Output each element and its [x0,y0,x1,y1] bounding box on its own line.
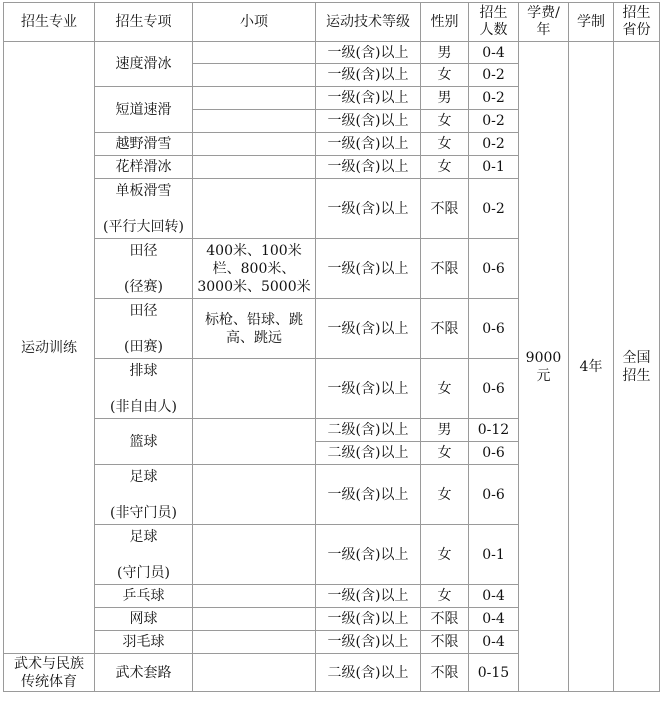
specialty-cross-country-ski: 越野滑雪 [95,133,193,156]
specialty-tennis: 网球 [95,608,193,631]
specialty-badminton: 羽毛球 [95,631,193,654]
quota-cell: 0-4 [469,608,519,631]
level-cell: 一级(含)以上 [316,42,421,64]
gender-cell: 女 [421,442,469,465]
sub-item-cell [193,585,316,608]
gender-cell: 不限 [421,654,469,692]
sub-item-cell [193,133,316,156]
major-martial-arts: 武术与民族 传统体育 [4,654,95,692]
sub-item-cell [193,359,316,419]
quota-cell: 0-1 [469,525,519,585]
gender-cell: 不限 [421,299,469,359]
quota-cell: 0-15 [469,654,519,692]
sub-item-cell [193,156,316,179]
specialty-football-outfield: 足球 (非守门员) [95,465,193,525]
level-cell: 一级(含)以上 [316,64,421,87]
gender-cell: 女 [421,525,469,585]
specialty-basketball: 篮球 [95,419,193,465]
gender-cell: 女 [421,110,469,133]
sub-item-cell [193,64,316,87]
level-cell: 二级(含)以上 [316,654,421,692]
quota-cell: 0-2 [469,133,519,156]
duration-cell: 4年 [569,42,614,692]
level-cell: 一级(含)以上 [316,608,421,631]
specialty-snowboard: 单板滑雪 (平行大回转) [95,179,193,239]
sub-item-cell [193,87,316,110]
sub-item-cell [193,631,316,654]
quota-cell: 0-2 [469,64,519,87]
level-cell: 一级(含)以上 [316,631,421,654]
level-cell: 二级(含)以上 [316,419,421,442]
header-gender: 性别 [421,3,469,42]
quota-cell: 0-6 [469,359,519,419]
quota-cell: 0-12 [469,419,519,442]
specialty-wushu-routine: 武术套路 [95,654,193,692]
sub-item-cell [193,465,316,525]
sub-item-cell [193,608,316,631]
header-duration: 学制 [569,3,614,42]
quota-cell: 0-2 [469,110,519,133]
header-row [4,3,660,42]
specialty-volleyball: 排球 (非自由人) [95,359,193,419]
gender-cell: 女 [421,64,469,87]
quota-cell: 0-2 [469,179,519,239]
specialty-table-tennis: 乒乓球 [95,585,193,608]
specialty-football-goalkeeper: 足球 (守门员) [95,525,193,585]
level-cell: 二级(含)以上 [316,442,421,465]
quota-cell: 0-4 [469,631,519,654]
level-cell: 一级(含)以上 [316,133,421,156]
level-cell: 一级(含)以上 [316,179,421,239]
header-sub-item: 小项 [193,3,316,42]
header-specialty: 招生专项 [95,3,193,42]
gender-cell: 男 [421,42,469,64]
level-cell: 一级(含)以上 [316,359,421,419]
quota-cell: 0-2 [469,87,519,110]
admissions-table [3,2,660,692]
quota-cell: 0-4 [469,42,519,64]
tuition-cell: 9000 元 [519,42,569,692]
header-provinces: 招生 省份 [614,3,660,42]
gender-cell: 不限 [421,608,469,631]
level-cell: 一级(含)以上 [316,585,421,608]
provinces-cell: 全国 招生 [614,42,660,692]
gender-cell: 不限 [421,631,469,654]
level-cell: 一级(含)以上 [316,239,421,299]
header-major: 招生专业 [4,3,95,42]
specialty-figure-skating: 花样滑冰 [95,156,193,179]
quota-cell: 0-6 [469,442,519,465]
level-cell: 一级(含)以上 [316,465,421,525]
level-cell: 一级(含)以上 [316,525,421,585]
header-level: 运动技术等级 [316,3,421,42]
quota-cell: 0-6 [469,465,519,525]
major-sports-training: 运动训练 [4,42,95,654]
gender-cell: 女 [421,359,469,419]
table-row [4,42,660,64]
level-cell: 一级(含)以上 [316,87,421,110]
sub-item-cell [193,525,316,585]
quota-cell: 0-4 [469,585,519,608]
level-cell: 一级(含)以上 [316,110,421,133]
sub-item-cell [193,654,316,692]
specialty-athletics-field: 田径 (田赛) [95,299,193,359]
sub-item-field-events: 标枪、铅球、跳 高、跳远 [193,299,316,359]
gender-cell: 女 [421,465,469,525]
sub-item-cell [193,110,316,133]
quota-cell: 0-6 [469,299,519,359]
specialty-speed-skating: 速度滑冰 [95,42,193,87]
quota-cell: 0-1 [469,156,519,179]
gender-cell: 不限 [421,239,469,299]
gender-cell: 女 [421,585,469,608]
gender-cell: 女 [421,156,469,179]
sub-item-track-events: 400米、100米 栏、800米、 3000米、5000米 [193,239,316,299]
gender-cell: 女 [421,133,469,156]
gender-cell: 男 [421,419,469,442]
specialty-short-track: 短道速滑 [95,87,193,133]
specialty-athletics-track: 田径 (径赛) [95,239,193,299]
gender-cell: 男 [421,87,469,110]
level-cell: 一级(含)以上 [316,156,421,179]
header-quota: 招生 人数 [469,3,519,42]
level-cell: 一级(含)以上 [316,299,421,359]
sub-item-cell [193,419,316,465]
header-tuition: 学费/ 年 [519,3,569,42]
sub-item-cell [193,42,316,64]
gender-cell: 不限 [421,179,469,239]
sub-item-cell [193,179,316,239]
quota-cell: 0-6 [469,239,519,299]
